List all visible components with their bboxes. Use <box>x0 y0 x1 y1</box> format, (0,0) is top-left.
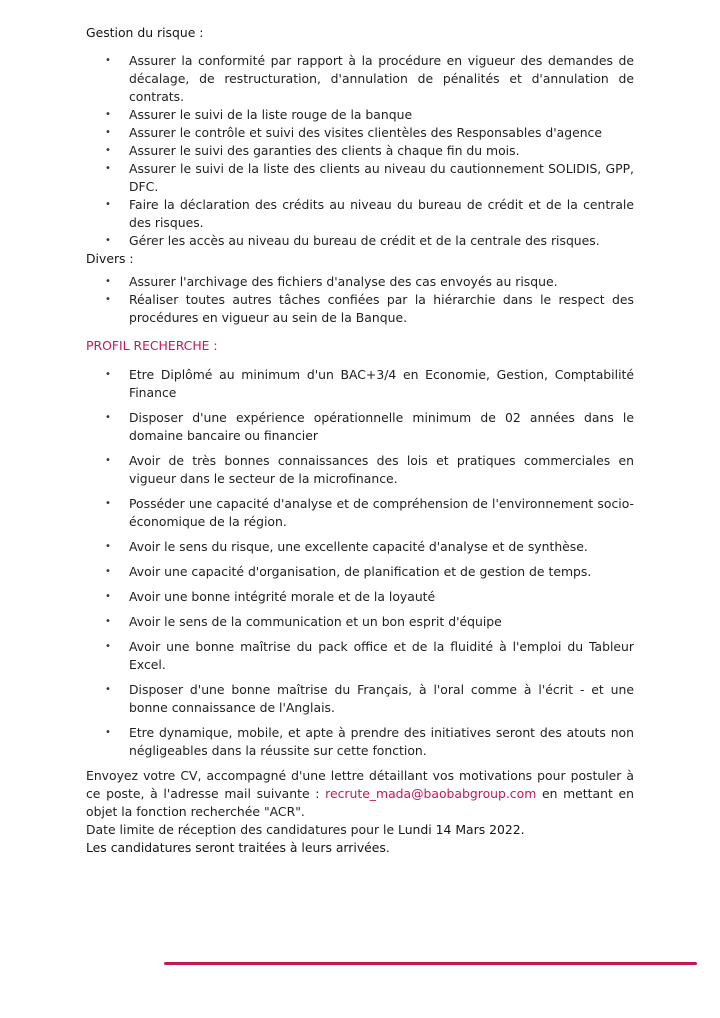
profile-requirement-list <box>86 366 634 760</box>
list-item: • Disposer d'une bonne maîtrise du Français, à l'oral comme à l'écrit - et une bonne connaissance de l'Anglais. <box>86 681 634 717</box>
application-email-link[interactable]: recrute_mada@baobabgroup.com <box>325 786 537 801</box>
risk-section-heading: Gestion du risque : <box>86 25 204 40</box>
list-item: • Assurer le suivi de la liste des clients au niveau du cautionnement SOLIDIS, GPP, DFC. <box>86 160 634 196</box>
application-text-before: Envoyez votre CV, accompagné d'une lettre détaillant vos motivations pour postuler à ce poste, à l'adresse mail suivante : <box>86 768 634 801</box>
deadline-text <box>86 821 634 839</box>
list-item: • Avoir une bonne intégrité morale et de la loyauté <box>86 588 634 606</box>
application-text-after: en mettant en objet la fonction recherchée "ACR". <box>86 786 634 819</box>
list-item: • Avoir de très bonnes connaissances des lois et pratiques commerciales en vigueur dans le secteur de la microfinance. <box>86 452 634 488</box>
list-item: • Assurer l'archivage des fichiers d'analyse des cas envoyés au risque. <box>86 273 634 291</box>
list-item: • Posséder une capacité d'analyse et de compréhension de l'environnement socio-économique de la région. <box>86 495 634 531</box>
list-item: • Réaliser toutes autres tâches confiées par la hiérarchie dans le respect des procédures en vigueur au sein de la Banque. <box>86 291 634 327</box>
list-item: • Assurer le suivi de la liste rouge de la banque <box>86 106 634 124</box>
processing-note: Les candidatures seront traitées à leurs arrivées. <box>86 840 390 855</box>
list-item: • Assurer le suivi des garanties des clients à chaque fin du mois. <box>86 142 634 160</box>
profile-section-heading: PROFIL RECHERCHE : <box>86 338 218 353</box>
list-item: • Avoir le sens de la communication et un bon esprit d'équipe <box>86 613 634 631</box>
deadline-date: Lundi 14 Mars 2022. <box>398 822 525 837</box>
risk-task-list <box>86 52 634 250</box>
list-item: • Avoir une capacité d'organisation, de planification et de gestion de temps. <box>86 563 634 581</box>
list-item: • Etre dynamique, mobile, et apte à prendre des initiatives seront des atouts non négligeables dans la réussite sur cette fonction. <box>86 724 634 760</box>
list-item: • Avoir une bonne maîtrise du pack office et de la fluidité à l'emploi du Tableur Excel. <box>86 638 634 674</box>
list-item: • Avoir le sens du risque, une excellente capacité d'analyse et de synthèse. <box>86 538 634 556</box>
list-item: • Assurer la conformité par rapport à la procédure en vigueur des demandes de décalage, de restructuration, d'annulation de pénalités et d'annulation de contrats. <box>86 52 634 106</box>
footer-divider <box>164 962 697 965</box>
list-item: • Assurer le contrôle et suivi des visites clientèles des Responsables d'agence <box>86 124 634 142</box>
list-item: • Etre Diplômé au minimum d'un BAC+3/4 en Economie, Gestion, Comptabilité Finance <box>86 366 634 402</box>
application-instructions <box>86 767 634 821</box>
list-item: • Gérer les accès au niveau du bureau de crédit et de la centrale des risques. <box>86 232 634 250</box>
misc-section-heading: Divers : <box>86 251 134 266</box>
list-item: • Faire la déclaration des crédits au niveau du bureau de crédit et de la centrale des risques. <box>86 196 634 232</box>
misc-task-list <box>86 273 634 327</box>
list-item: • Disposer d'une expérience opérationnelle minimum de 02 années dans le domaine bancaire ou financier <box>86 409 634 445</box>
deadline-label: Date limite de réception des candidatures pour le <box>86 822 399 837</box>
document-content <box>86 24 634 857</box>
